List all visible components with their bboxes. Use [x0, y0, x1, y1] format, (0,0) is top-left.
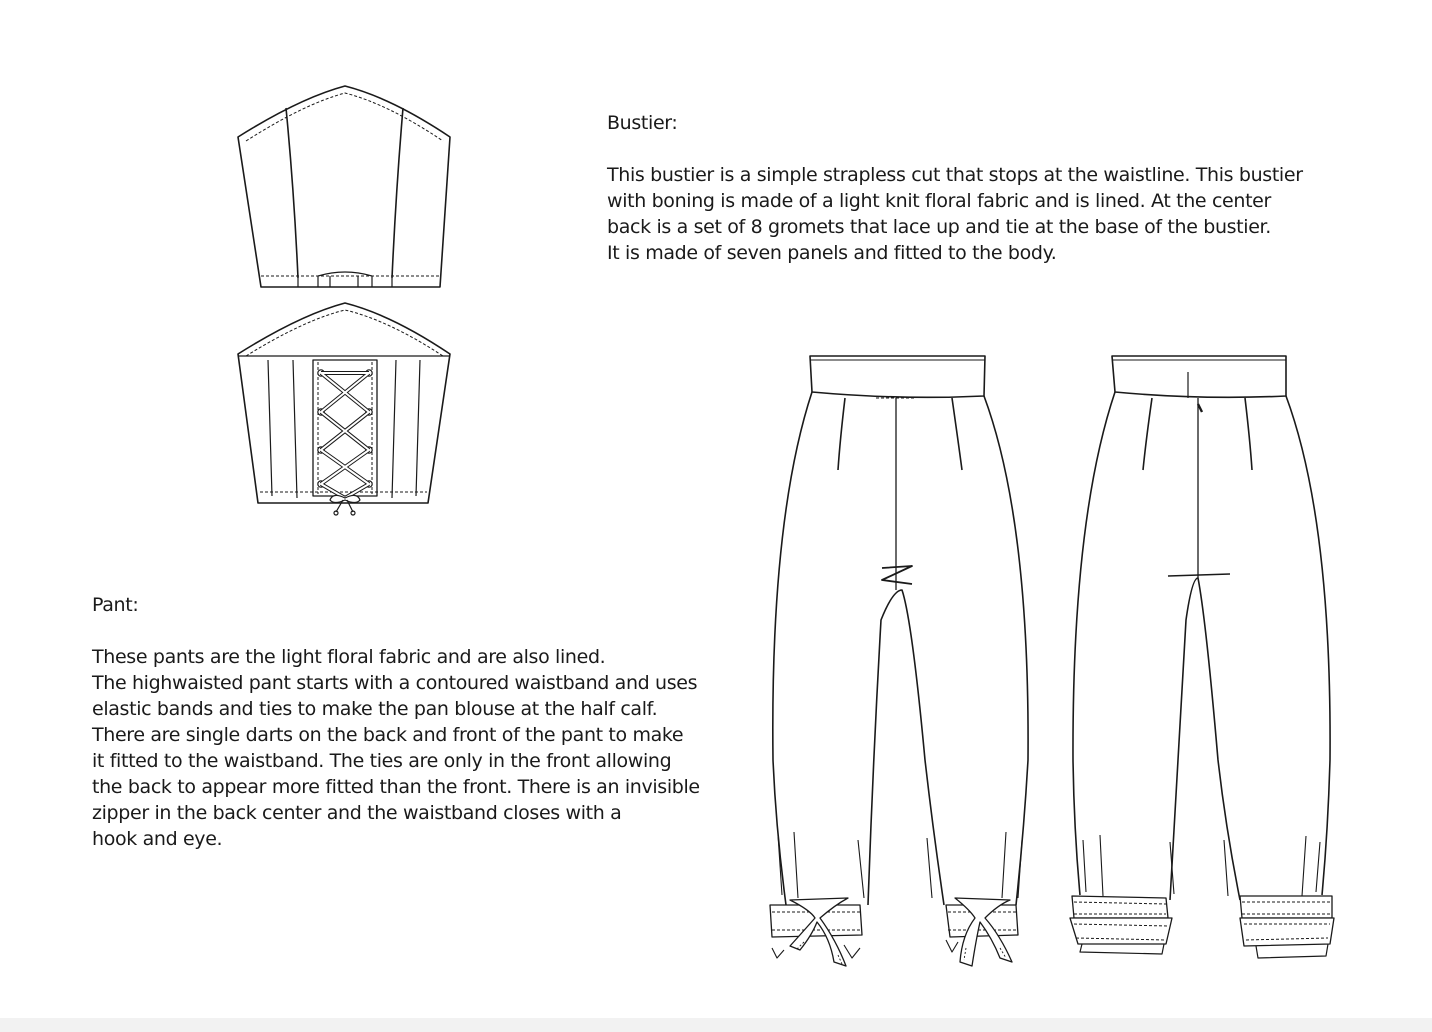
pant-back-inseam	[1170, 578, 1240, 900]
pant-description-line: the back to appear more fitted than the front. There is an invisible	[92, 776, 700, 798]
pant-heading: Pant:	[92, 594, 139, 616]
bustier-description-line: back is a set of 8 gromets that lace up and tie at the base of the bustier.	[607, 216, 1271, 238]
pant-back-left-leg-outline	[1073, 392, 1115, 895]
bustier-description-line: This bustier is a simple strapless cut that stops at the waistline. This bustier	[607, 164, 1303, 186]
pant-description-line: hook and eye.	[92, 828, 223, 850]
pant-back-right-leg-outline	[1286, 396, 1330, 895]
pant-description-line: it fitted to the waistband. The ties are only in the front allowing	[92, 750, 672, 772]
pant-description	[92, 592, 700, 852]
pant-description-line: There are single darts on the back and front of the pant to make	[92, 724, 684, 746]
pant-back-dart-left	[1143, 398, 1152, 470]
bustier-description	[607, 110, 1303, 266]
bustier-description-line: with boning is made of a light knit floral fabric and is lined. At the center	[607, 190, 1271, 212]
bustier-heading: Bustier:	[607, 112, 678, 134]
pant-back-waistband	[1112, 356, 1286, 397]
pant-back-right-cuff	[1240, 896, 1334, 958]
pant-back-crotch-line	[1168, 574, 1230, 576]
pant-description-line: The highwaisted pant starts with a contoured waistband and uses	[92, 672, 698, 694]
bustier-description-line: It is made of seven panels and fitted to the body.	[607, 242, 1057, 264]
pant-back-gather-lines	[1083, 835, 1320, 896]
pant-back-dart-right	[1245, 398, 1252, 470]
pant-description-line: These pants are the light floral fabric and are also lined.	[92, 646, 606, 668]
pant-back-left-cuff	[1070, 896, 1172, 954]
pant-description-line: elastic bands and ties to make the pan blouse at the half calf.	[92, 698, 658, 720]
pant-description-line: zipper in the back center and the waistband closes with a	[92, 802, 622, 824]
